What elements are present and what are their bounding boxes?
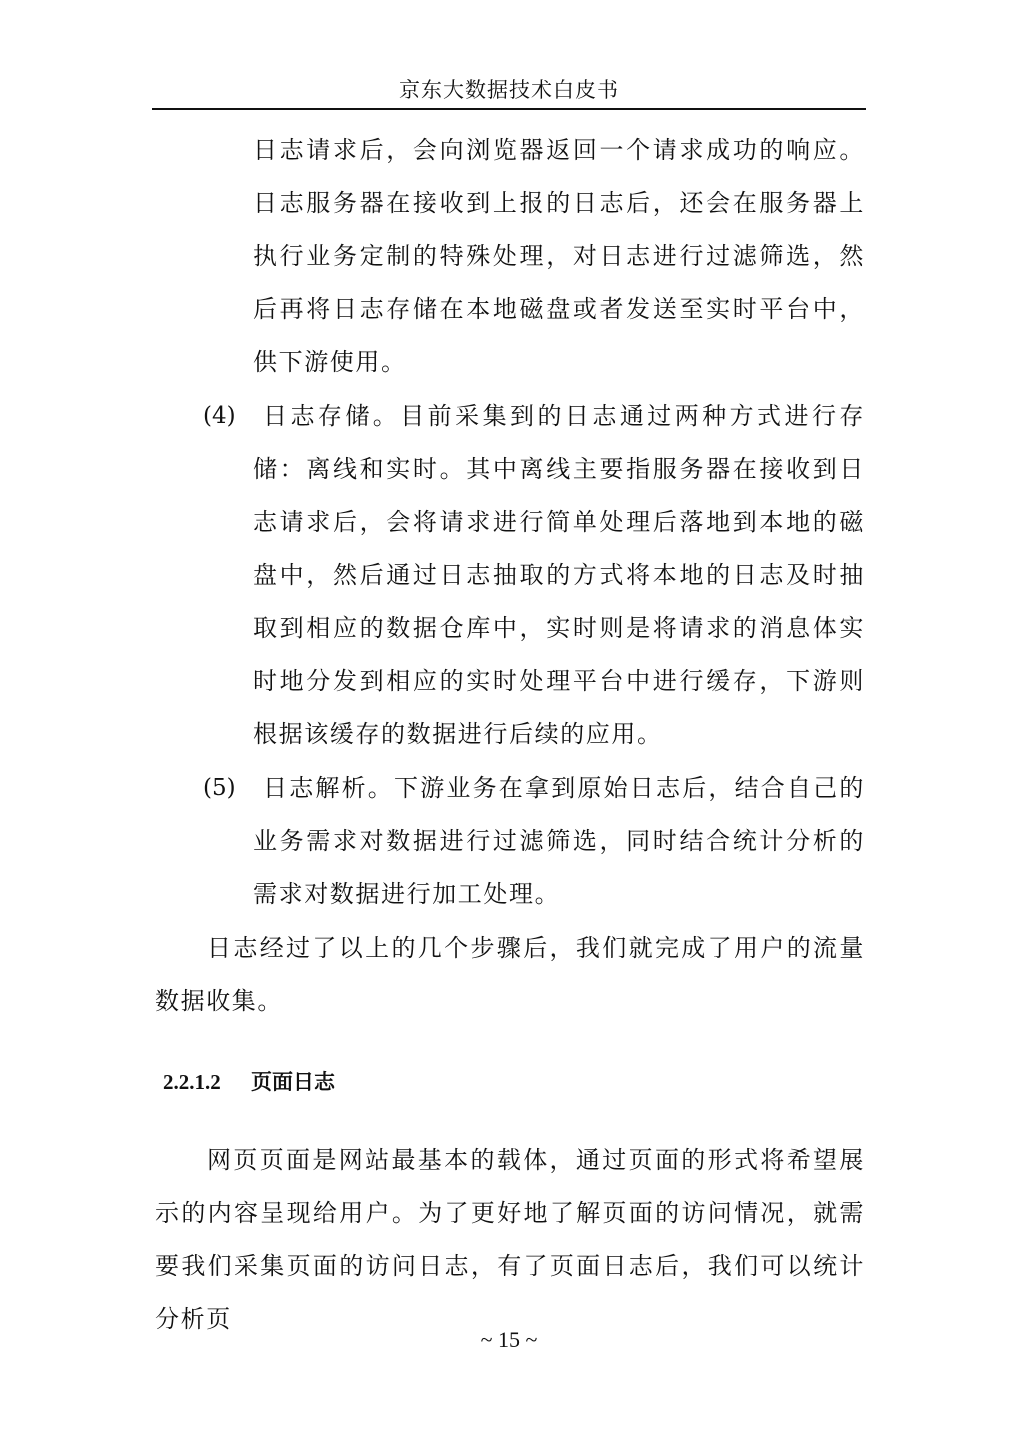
page-log-paragraph: 网页页面是网站最基本的载体，通过页面的形式将希望展示的内容呈现给用户。为了更好地了解页面的访问情况，就需要我们采集页面的访问日志，有了页面日志后，我们可以统计分析页 <box>155 1146 865 1333</box>
continuation-paragraph: 日志请求后，会向浏览器返回一个请求成功的响应。日志服务器在接收到上报的日志后，还会在服务器上执行业务定制的特殊处理，对日志进行过滤筛选，然后再将日志存储在本地磁盘或者发送至实时平台中，供下游使用。 <box>253 136 865 376</box>
section-number: 2.2.1.2 <box>163 1070 221 1094</box>
running-header: 京东大数据技术白皮书 <box>399 78 619 102</box>
list-item-log-parsing: 日志解析。下游业务在拿到原始日志后，结合自己的业务需求对数据进行过滤筛选，同时结合统计分析的需求对数据进行加工处理。 <box>253 774 865 908</box>
list-item-number-5: (5) <box>203 775 236 801</box>
section-title: 页面日志 <box>251 1069 335 1094</box>
list-item-number-4: (4) <box>203 403 236 429</box>
section-heading <box>163 1062 335 1102</box>
summary-paragraph: 日志经过了以上的几个步骤后，我们就完成了用户的流量数据收集。 <box>155 934 865 1015</box>
list-item-log-storage: 日志存储。目前采集到的日志通过两种方式进行存储：离线和实时。其中离线主要指服务器在接收到日志请求后，会将请求进行简单处理后落地到本地的磁盘中，然后通过日志抽取的方式将本地的日志及时抽取到相应的数据仓库中，实时则是将请求的消息体实时地分发到相应的实时处理平台中进行缓存，下游则根据该缓存的数据进行后续的应用。 <box>253 402 865 748</box>
page-number: ~ 15 ~ <box>480 1327 538 1352</box>
header-divider <box>152 108 866 110</box>
